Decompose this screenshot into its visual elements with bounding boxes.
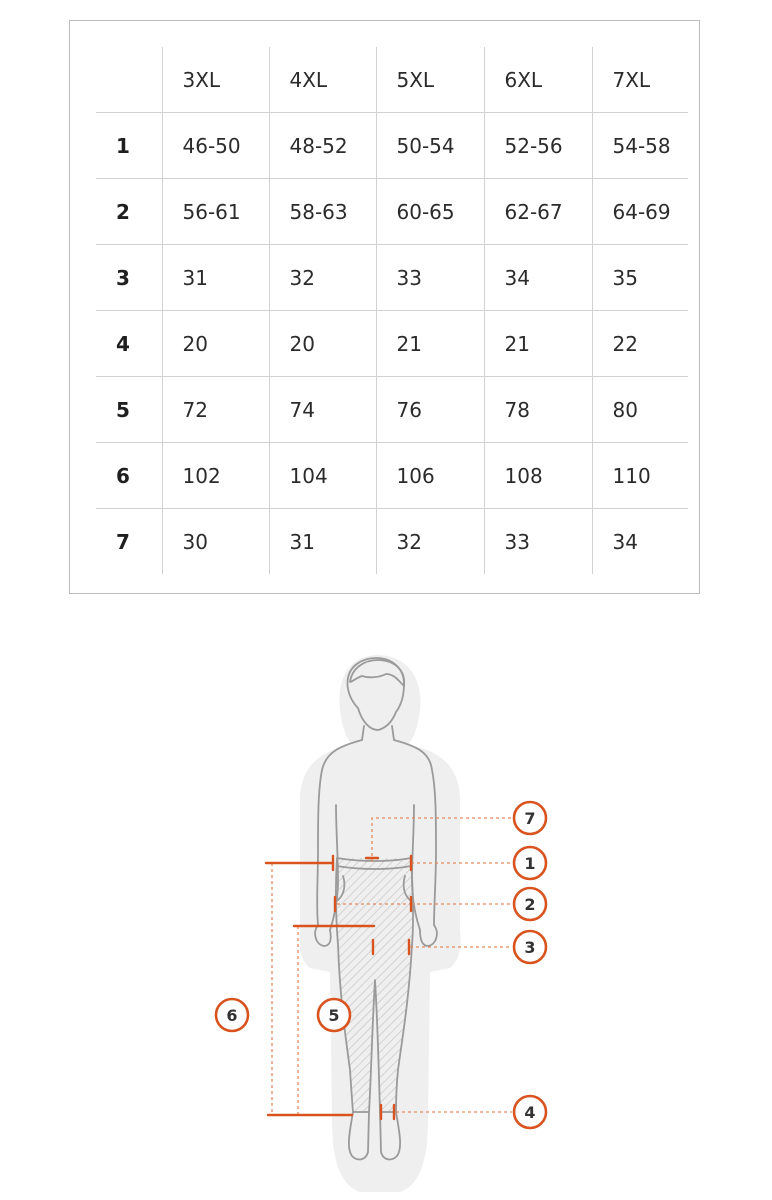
marker-6 — [216, 999, 248, 1031]
table-cell: 56-61 — [162, 179, 269, 245]
table-row — [96, 113, 688, 179]
table-cell: 108 — [484, 443, 592, 509]
table-cell: 32 — [376, 509, 484, 575]
marker-5 — [318, 999, 350, 1031]
marker-1-label: 1 — [524, 854, 536, 873]
table-cell: 76 — [376, 377, 484, 443]
table-row — [96, 245, 688, 311]
table-row — [96, 311, 688, 377]
table-cell: 106 — [376, 443, 484, 509]
table-row — [96, 443, 688, 509]
table-cell: 34 — [592, 509, 688, 575]
marker-6-label: 6 — [226, 1006, 238, 1025]
table-cell: 31 — [269, 509, 376, 575]
table-cell: 21 — [376, 311, 484, 377]
table-header-row — [96, 47, 688, 113]
table-cell: 58-63 — [269, 179, 376, 245]
marker-7 — [514, 802, 546, 834]
table-cell: 62-67 — [484, 179, 592, 245]
marker-1 — [514, 847, 546, 879]
size-header: 3XL — [162, 47, 269, 113]
measurement-figure — [0, 600, 772, 1200]
table-cell: 20 — [162, 311, 269, 377]
table-cell: 20 — [269, 311, 376, 377]
corner-cell — [96, 47, 162, 113]
table-cell: 34 — [484, 245, 592, 311]
size-header: 5XL — [376, 47, 484, 113]
table-cell: 35 — [592, 245, 688, 311]
table-cell: 31 — [162, 245, 269, 311]
table-cell: 22 — [592, 311, 688, 377]
table-row — [96, 509, 688, 575]
table-cell: 46-50 — [162, 113, 269, 179]
measurement-number: 4 — [96, 311, 162, 377]
table-cell: 32 — [269, 245, 376, 311]
table-row — [96, 377, 688, 443]
table-cell: 80 — [592, 377, 688, 443]
marker-5-label: 5 — [328, 1006, 340, 1025]
marker-3 — [514, 931, 546, 963]
marker-4-label: 4 — [524, 1103, 536, 1122]
table-cell: 52-56 — [484, 113, 592, 179]
measurement-number: 7 — [116, 529, 130, 554]
table-cell: 33 — [484, 509, 592, 575]
marker-2 — [514, 888, 546, 920]
size-chart-table-frame — [69, 20, 700, 594]
measurement-number: 2 — [96, 179, 162, 245]
table-cell: 54-58 — [592, 113, 688, 179]
measurement-number: 6 — [96, 443, 162, 509]
size-header: 4XL — [269, 47, 376, 113]
size-header: 6XL — [484, 47, 592, 113]
table-cell: 74 — [269, 377, 376, 443]
measurement-number: 5 — [96, 377, 162, 443]
table-cell: 72 — [162, 377, 269, 443]
table-cell: 48-52 — [269, 113, 376, 179]
table-cell: 102 — [162, 443, 269, 509]
measurement-number: 3 — [96, 245, 162, 311]
table-cell: 30 — [162, 509, 269, 575]
table-cell: 78 — [484, 377, 592, 443]
marker-3-label: 3 — [524, 938, 536, 957]
table-cell: 21 — [484, 311, 592, 377]
table-cell: 50-54 — [376, 113, 484, 179]
table-row — [96, 179, 688, 245]
table-cell: 104 — [269, 443, 376, 509]
table-cell: 33 — [376, 245, 484, 311]
body-measurement-diagram — [0, 600, 772, 1200]
size-header: 7XL — [592, 47, 688, 113]
table-cell: 64-69 — [592, 179, 688, 245]
measurement-number: 1 — [96, 113, 162, 179]
table-cell: 110 — [592, 443, 688, 509]
marker-4 — [514, 1096, 546, 1128]
marker-7-label: 7 — [524, 809, 536, 828]
marker-2-label: 2 — [524, 895, 536, 914]
table-cell: 60-65 — [376, 179, 484, 245]
size-chart-table — [96, 47, 688, 574]
